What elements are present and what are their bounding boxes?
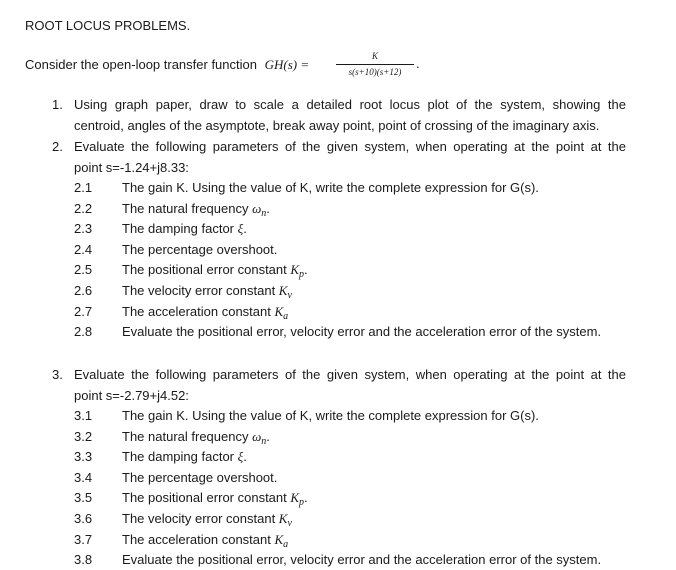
punctuation: . xyxy=(266,200,270,216)
subquestion-text xyxy=(122,552,601,567)
punctuation: . xyxy=(243,449,247,465)
subquestion-text xyxy=(122,283,292,301)
transfer-function-fraction xyxy=(336,50,414,79)
subquestion-label: The velocity error constant xyxy=(122,283,279,298)
math-subscript: v xyxy=(287,290,292,301)
subquestion-text xyxy=(122,490,308,508)
subquestion-label: The positional error constant xyxy=(122,490,291,506)
punctuation: . xyxy=(304,262,308,278)
question-line: Evaluate the following parameters of the given system, when operating at the point at the xyxy=(74,139,626,154)
question-line: centroid, angles of the asymptote, break away point, point of crossing of the imaginary axis. xyxy=(74,118,600,133)
subquestion-label: The gain K. Using the value of K, write the complete expression for G(s). xyxy=(122,408,539,423)
subquestion-text xyxy=(122,429,270,447)
intro-text xyxy=(25,57,309,73)
punctuation: . xyxy=(304,490,308,506)
subquestion-label: The velocity error constant xyxy=(122,511,279,526)
math-symbol: ω xyxy=(252,428,262,444)
subquestion-number: 3.2 xyxy=(74,428,93,444)
subquestion-text xyxy=(122,449,247,465)
subquestion-number: 2.6 xyxy=(74,283,93,298)
question-number: 1. xyxy=(52,97,63,112)
subquestion-label: The natural frequency xyxy=(122,428,253,444)
punctuation: . xyxy=(243,221,247,237)
subquestion-number: 3.7 xyxy=(74,531,93,547)
subquestion-label: The positional error constant xyxy=(122,262,291,278)
subquestion-number: 3.8 xyxy=(74,552,93,568)
subquestion-text xyxy=(122,262,308,280)
subquestion-label: The damping factor xyxy=(122,221,238,237)
math-subscript: n xyxy=(261,435,267,447)
punctuation: . xyxy=(266,428,270,444)
math-subscript: p xyxy=(299,497,305,509)
subquestion-number: 2.2 xyxy=(74,200,93,216)
subquestion-number: 2.1 xyxy=(74,180,93,195)
subquestion-text xyxy=(122,180,539,195)
math-subscript: n xyxy=(261,207,267,219)
subquestion-label: The damping factor xyxy=(122,449,238,465)
subquestion-number: 3.6 xyxy=(74,511,93,526)
subquestion-text xyxy=(122,470,277,485)
subquestion-text xyxy=(122,304,288,322)
subquestion-number: 3.3 xyxy=(74,449,93,465)
subquestion-number: 2.3 xyxy=(74,221,93,237)
math-subscript: v xyxy=(287,518,292,529)
subquestion-number: 2.4 xyxy=(74,241,93,257)
subquestion-number: 2.8 xyxy=(74,324,93,340)
math-symbol: K xyxy=(278,511,288,526)
document-title: ROOT LOCUS PROBLEMS. xyxy=(25,18,191,33)
subquestion-number: 3.4 xyxy=(74,469,93,485)
subquestion-label: The acceleration constant xyxy=(122,531,275,547)
subquestion-text xyxy=(122,221,247,237)
subquestion-number: 3.5 xyxy=(74,490,93,506)
subquestion-text xyxy=(122,242,277,257)
math-subscript: p xyxy=(299,269,305,281)
subquestion-number: 3.1 xyxy=(74,408,93,423)
subquestion-text xyxy=(122,408,539,423)
fraction-denominator: s(s+10)(s+12) xyxy=(348,67,402,77)
subquestion-number: 2.5 xyxy=(74,262,93,278)
math-symbol: K xyxy=(274,303,284,319)
subquestion-label: The gain K. Using the value of K, write the complete expression for G(s). xyxy=(122,180,539,195)
question-line: point s=-2.79+j4.52: xyxy=(74,388,189,403)
question-number: 2. xyxy=(52,139,63,154)
intro-sentence: Consider the open-loop transfer function xyxy=(25,57,257,72)
math-symbol: K xyxy=(290,262,300,278)
math-subscript: a xyxy=(283,310,289,322)
subquestion-text xyxy=(122,511,292,529)
subquestion-text xyxy=(122,324,601,339)
math-symbol: K xyxy=(274,531,284,547)
question-line: point s=-1.24+j8.33: xyxy=(74,160,189,175)
subquestion-number: 2.7 xyxy=(74,303,93,319)
math-symbol: ξ xyxy=(237,221,244,237)
intro-period: . xyxy=(416,56,420,71)
subquestion-label: Evaluate the positional error, velocity error and the acceleration error of the system. xyxy=(122,552,602,568)
subquestion-text xyxy=(122,532,288,550)
math-symbol: K xyxy=(290,490,300,506)
math-symbol: ω xyxy=(252,200,262,216)
subquestion-label: The percentage overshoot. xyxy=(122,241,278,257)
subquestion-label: The acceleration constant xyxy=(122,303,275,319)
math-symbol: ξ xyxy=(237,449,244,465)
subquestion-label: The percentage overshoot. xyxy=(122,469,278,485)
subquestion-text xyxy=(122,201,270,219)
subquestion-label: The natural frequency xyxy=(122,200,253,216)
question-number: 3. xyxy=(52,367,63,382)
subquestion-label: Evaluate the positional error, velocity error and the acceleration error of the system. xyxy=(122,324,602,340)
math-subscript: a xyxy=(283,538,289,550)
transfer-function-lhs: GH(s) = xyxy=(264,57,310,72)
question-line: Using graph paper, draw to scale a detailed root locus plot of the system, showing the xyxy=(74,97,626,112)
question-line: Evaluate the following parameters of the given system, when operating at the point at the xyxy=(74,367,626,382)
math-symbol: K xyxy=(278,283,288,298)
fraction-bar xyxy=(336,64,414,65)
fraction-numerator: K xyxy=(371,51,378,61)
